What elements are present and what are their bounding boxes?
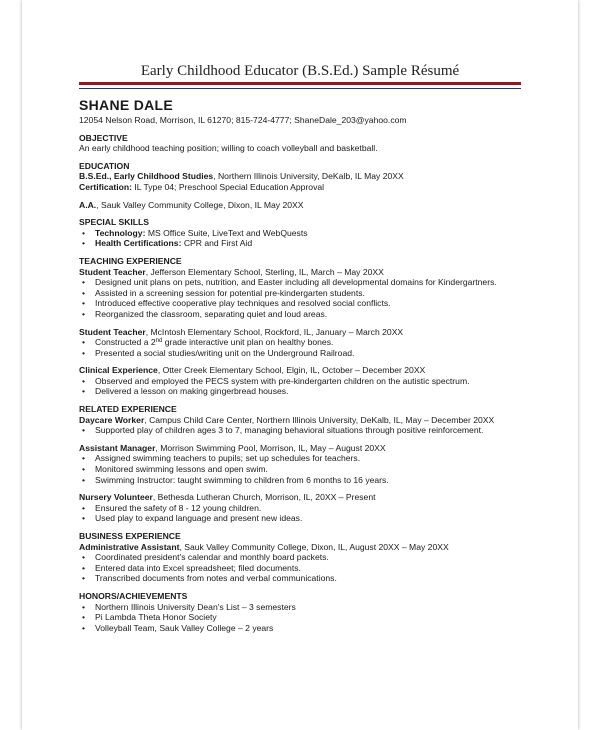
list-item: • Swimming Instructor: taught swimming to children from 6 months to 16 years. — [79, 475, 529, 486]
objective-heading: OBJECTIVE — [79, 132, 128, 143]
candidate-name: SHANE DALE — [79, 97, 174, 113]
list-item — [79, 337, 529, 348]
related-job-1-bullets — [79, 425, 529, 436]
degree-2-details: , Sauk Valley Community College, Dixon, IL May 20XX — [96, 199, 304, 210]
teaching-job-3-bullets — [79, 376, 529, 397]
skill-health-label: Health Certifications: — [95, 238, 182, 249]
related-job-2 — [79, 443, 529, 454]
certification-label: Certification: — [79, 181, 132, 192]
teaching-job-1 — [79, 267, 529, 278]
related-job-2-title: Assistant Manager — [79, 442, 156, 453]
related-job-1-title: Daycare Worker — [79, 414, 145, 425]
degree-1-title: B.S.Ed., Early Childhood Studies — [79, 171, 214, 182]
business-heading: BUSINESS EXPERIENCE — [79, 531, 181, 541]
list-item: • Introduced effective cooperative play techniques and resolved social conflicts. — [79, 298, 529, 309]
related-job-2-bullets — [79, 453, 529, 485]
skills-heading: SPECIAL SKILLS — [79, 217, 150, 228]
teaching-job-3-title: Clinical Experience — [79, 365, 158, 376]
teaching-job-1-bullets — [79, 277, 529, 319]
resume-content — [79, 96, 529, 633]
list-item: • Volleyball Team, Sauk Valley College – 2 years — [79, 623, 529, 634]
skill-technology-label: Technology: — [95, 227, 146, 238]
teaching-job-1-title: Student Teacher — [79, 266, 146, 277]
skills-list — [79, 228, 529, 249]
skill-technology — [79, 228, 529, 239]
list-item: • Transcribed documents from notes and verbal communications. — [79, 573, 529, 584]
list-item: • Observed and employed the PECS system with pre-kindergarten children on the autistic spectrum. — [79, 376, 529, 387]
skill-technology-text: MS Office Suite, LiveText and WebQuests — [145, 227, 308, 238]
list-item: • Presented a social studies/writing unit on the Underground Railroad. — [79, 348, 529, 359]
business-job-1-bullets — [79, 552, 529, 584]
related-job-1-details: , Campus Child Care Center, Northern Illinois University, DeKalb, IL, May – December 20XX — [144, 414, 495, 425]
teaching-job-2 — [79, 327, 529, 338]
related-job-3-bullets — [79, 503, 529, 524]
business-job-1 — [79, 542, 529, 553]
related-job-3-details: , Bethesda Lutheran Church, Morrison, IL, 20XX – Present — [152, 492, 376, 503]
title-rule-thin — [79, 88, 521, 89]
list-item: • Entered data into Excel spreadsheet; filed documents. — [79, 563, 529, 574]
business-job-1-title: Administrative Assistant — [79, 541, 180, 552]
education-heading: EDUCATION — [79, 160, 130, 171]
list-item: • Pi Lambda Theta Honor Society — [79, 612, 529, 623]
title-rule-thick — [79, 82, 521, 85]
list-item: • Coordinated president's calendar and monthly board packets. — [79, 552, 529, 563]
list-item: • Assigned swimming teachers to pupils; set up schedules for teachers. — [79, 453, 529, 464]
bullet-text-end: grade interactive unit plan on healthy bones. — [162, 337, 334, 348]
honors-list — [79, 602, 529, 634]
resume-page — [22, 0, 578, 730]
teaching-job-2-bullets — [79, 337, 529, 358]
teaching-job-3 — [79, 365, 529, 376]
education-degree-1 — [79, 171, 529, 182]
related-job-2-details: , Morrison Swimming Pool, Morrison, IL, May – August 20XX — [155, 442, 386, 453]
list-item: • Used play to expand language and present new ideas. — [79, 513, 529, 524]
honors-heading: HONORS/ACHIEVEMENTS — [79, 590, 188, 601]
teaching-job-2-details: , McIntosh Elementary School, Rockford, IL, January – March 20XX — [145, 326, 404, 337]
related-job-3 — [79, 492, 529, 503]
education-certification — [79, 182, 529, 193]
list-item: • Designed unit plans on pets, nutrition, and Easter including all developmental domains for Kindergartners. — [79, 277, 529, 288]
list-item: • Monitored swimming lessons and open swim. — [79, 464, 529, 475]
skill-health — [79, 238, 529, 249]
skill-health-text: CPR and First Aid — [181, 238, 253, 249]
list-item: • Reorganized the classroom, separating quiet and loud areas. — [79, 309, 529, 320]
objective-text: An early childhood teaching position; willing to coach volleyball and basketball. — [79, 143, 378, 154]
list-item: • Supported play of children ages 3 to 7, managing behavioral situations through positive reinforcement. — [79, 425, 529, 436]
contact-info: 12054 Nelson Road, Morrison, IL 61270; 815-724-4777; ShaneDale_203@yahoo.com — [79, 115, 407, 125]
teaching-job-2-title: Student Teacher — [79, 326, 146, 337]
teaching-job-1-details: , Jefferson Elementary School, Sterling, IL, March – May 20XX — [145, 266, 384, 277]
degree-2-title: A.A. — [79, 199, 97, 210]
related-job-3-title: Nursery Volunteer — [79, 492, 153, 503]
list-item: • Ensured the safety of 8 - 12 young children. — [79, 503, 529, 514]
related-job-1 — [79, 415, 529, 426]
document-title: Early Childhood Educator (B.S.Ed.) Sample Résumé — [140, 63, 460, 79]
bullet-text-start: Constructed a 2 — [95, 337, 156, 348]
teaching-heading: TEACHING EXPERIENCE — [79, 255, 182, 266]
teaching-job-3-details: , Otter Creek Elementary School, Elgin, IL, October – December 20XX — [157, 365, 426, 376]
business-job-1-details: , Sauk Valley Community College, Dixon, IL, August 20XX – May 20XX — [179, 541, 449, 552]
ordinal-suffix: nd — [155, 338, 163, 345]
education-degree-2 — [79, 200, 529, 211]
list-item: • Assisted in a screening session for potential pre-kindergarten students. — [79, 288, 529, 299]
list-item: • Northern Illinois University Dean's List – 3 semesters — [79, 602, 529, 613]
related-heading: RELATED EXPERIENCE — [79, 404, 177, 415]
degree-1-details: , Northern Illinois University, DeKalb, IL May 20XX — [213, 171, 404, 182]
certification-details: IL Type 04; Preschool Special Education Approval — [132, 181, 325, 192]
list-item: • Delivered a lesson on making gingerbread houses. — [79, 386, 529, 397]
